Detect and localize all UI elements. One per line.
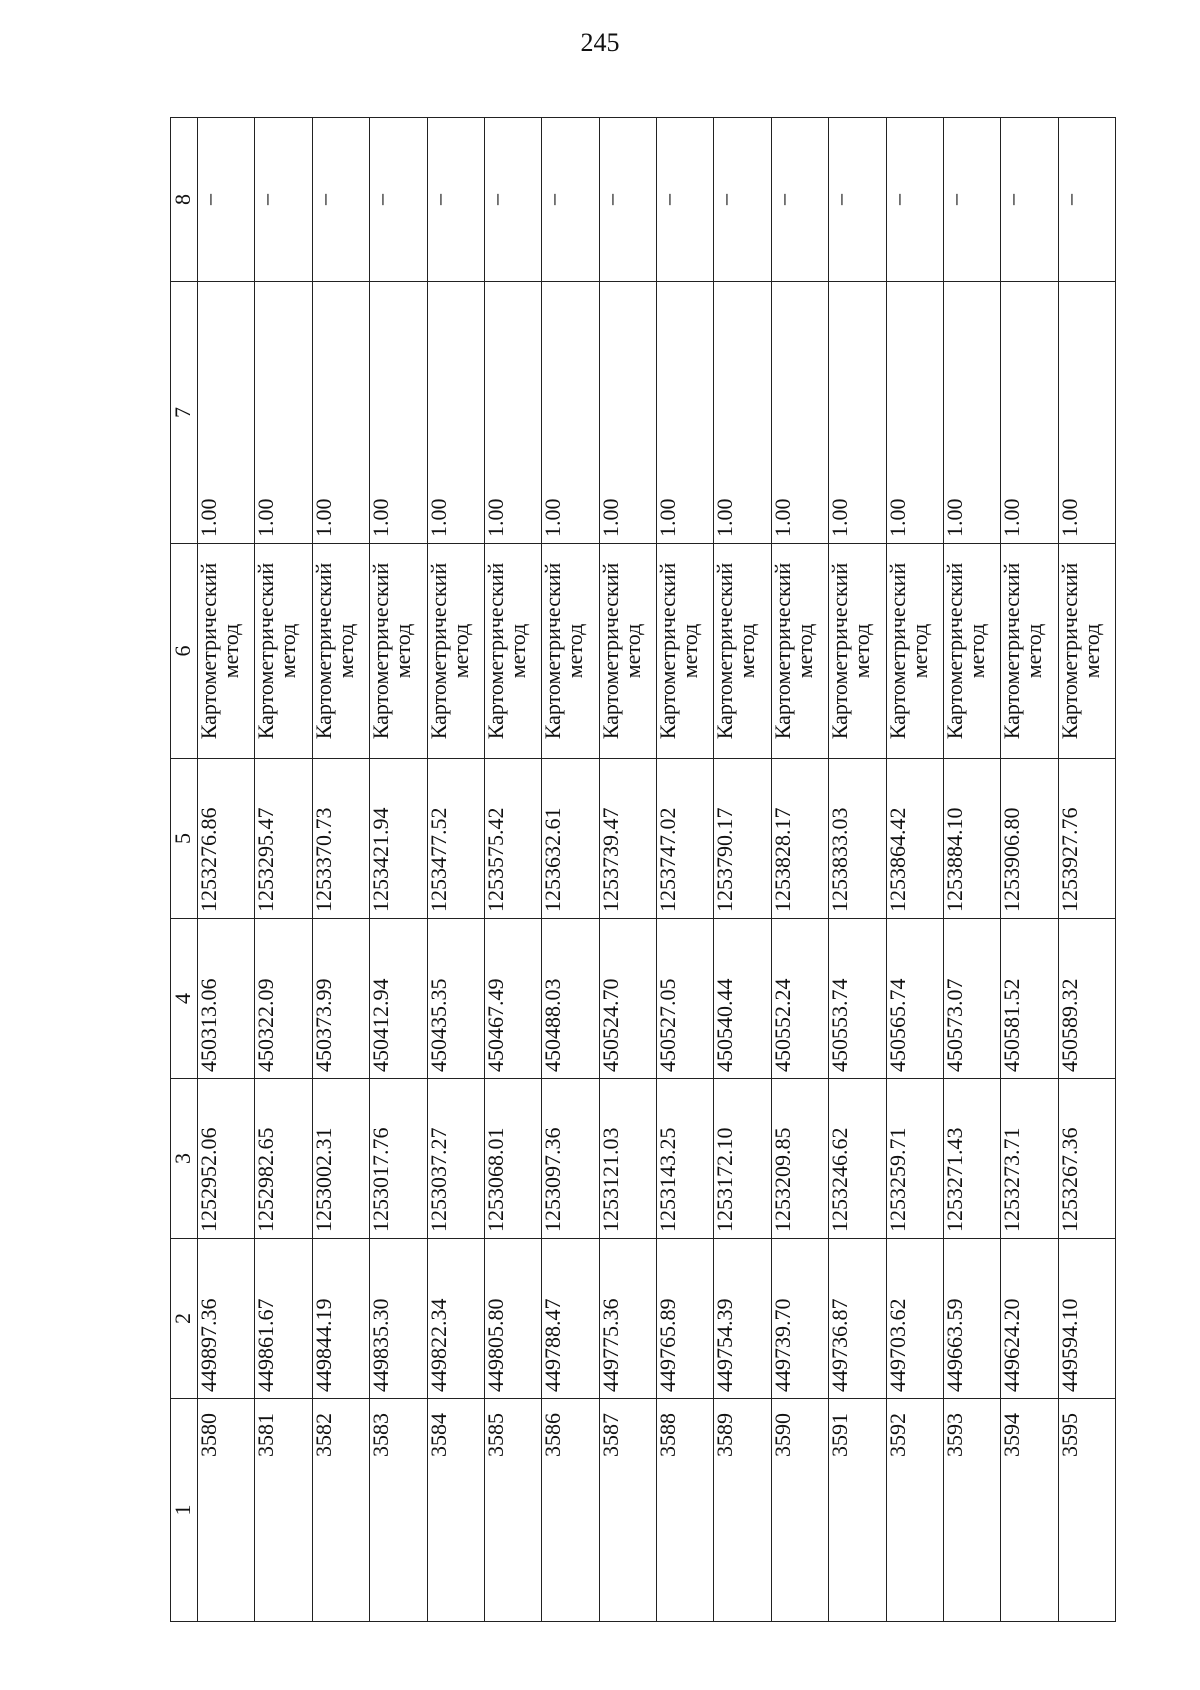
point-number-cell: 3582 — [312, 1399, 369, 1622]
coordinate-cell: 1253790.17 — [714, 759, 771, 919]
method-line-1: Картометрический — [884, 562, 910, 740]
coordinate-cell: 450581.52 — [1001, 919, 1058, 1079]
precision-cell: 1.00 — [198, 282, 255, 544]
coordinate-cell: 1253477.52 — [427, 759, 484, 919]
point-number-cell: 3586 — [542, 1399, 599, 1622]
coordinate-cell: 450313.06 — [198, 919, 255, 1079]
table-row — [427, 118, 484, 1622]
coordinate-cell: 1253833.03 — [829, 759, 886, 919]
note-cell: – — [542, 118, 599, 282]
method-line-1: Картометрический — [482, 562, 508, 740]
method-cell — [943, 544, 1000, 759]
method-line-2: метод — [849, 623, 875, 679]
precision-cell: 1.00 — [771, 282, 828, 544]
point-number-cell: 3588 — [657, 1399, 714, 1622]
coordinate-cell: 1253259.71 — [886, 1079, 943, 1239]
method-line-2: метод — [734, 623, 760, 679]
method-cell — [599, 544, 656, 759]
coordinate-cell: 449788.47 — [542, 1239, 599, 1399]
coordinate-cell: 449754.39 — [714, 1239, 771, 1399]
coordinate-cell: 1252982.65 — [255, 1079, 312, 1239]
note-cell: – — [370, 118, 427, 282]
coordinate-cell: 449594.10 — [1058, 1239, 1115, 1399]
coordinate-cell: 449624.20 — [1001, 1239, 1058, 1399]
method-cell — [427, 544, 484, 759]
point-number-cell: 3587 — [599, 1399, 656, 1622]
coordinates-table — [170, 117, 1116, 1622]
coordinate-cell: 1253632.61 — [542, 759, 599, 919]
method-line-2: метод — [332, 623, 358, 679]
table-row — [542, 118, 599, 1622]
method-cell — [370, 544, 427, 759]
point-number-cell: 3595 — [1058, 1399, 1115, 1622]
coordinate-cell: 449736.87 — [829, 1239, 886, 1399]
method-line-2: метод — [1021, 623, 1047, 679]
coordinate-cell: 450552.24 — [771, 919, 828, 1079]
coordinate-cell: 449765.89 — [657, 1239, 714, 1399]
method-line-1: Картометрический — [712, 562, 738, 740]
header-cell: 8 — [171, 118, 198, 282]
coordinate-cell: 1253906.80 — [1001, 759, 1058, 919]
table-row — [886, 118, 943, 1622]
coordinate-cell: 449663.59 — [943, 1239, 1000, 1399]
precision-cell: 1.00 — [542, 282, 599, 544]
coordinate-cell: 449805.80 — [484, 1239, 541, 1399]
method-cell — [886, 544, 943, 759]
point-number-cell: 3585 — [484, 1399, 541, 1622]
coordinate-cell: 1253267.36 — [1058, 1079, 1115, 1239]
note-cell: – — [198, 118, 255, 282]
header-cell: 2 — [171, 1239, 198, 1399]
coordinate-cell: 1253276.86 — [198, 759, 255, 919]
coordinate-cell: 1253575.42 — [484, 759, 541, 919]
coordinate-cell: 1252952.06 — [198, 1079, 255, 1239]
header-cell: 7 — [171, 282, 198, 544]
method-cell — [714, 544, 771, 759]
precision-cell: 1.00 — [886, 282, 943, 544]
precision-cell: 1.00 — [599, 282, 656, 544]
table-row — [255, 118, 312, 1622]
method-line-2: метод — [906, 623, 932, 679]
point-number-cell: 3591 — [829, 1399, 886, 1622]
note-cell: – — [484, 118, 541, 282]
coordinate-cell: 449897.36 — [198, 1239, 255, 1399]
coordinate-cell: 1253143.25 — [657, 1079, 714, 1239]
note-cell: – — [427, 118, 484, 282]
coordinate-cell: 450524.70 — [599, 919, 656, 1079]
method-line-1: Картометрический — [597, 562, 623, 740]
coordinate-cell: 1253747.02 — [657, 759, 714, 919]
method-line-1: Картометрический — [425, 562, 451, 740]
coordinate-cell: 1253037.27 — [427, 1079, 484, 1239]
method-line-1: Картометрический — [540, 562, 566, 740]
method-line-1: Картометрический — [769, 562, 795, 740]
page-number: 245 — [580, 28, 620, 57]
method-line-2: метод — [963, 623, 989, 679]
note-cell: – — [829, 118, 886, 282]
method-line-1: Картометрический — [253, 562, 279, 740]
coordinate-cell: 1253295.47 — [255, 759, 312, 919]
method-cell — [1001, 544, 1058, 759]
method-line-2: метод — [677, 623, 702, 679]
precision-cell: 1.00 — [1001, 282, 1058, 544]
table-row — [943, 118, 1000, 1622]
coordinate-cell: 1253271.43 — [943, 1079, 1000, 1239]
method-line-1: Картометрический — [655, 562, 680, 740]
method-line-2: метод — [504, 623, 530, 679]
coordinate-cell: 449703.62 — [886, 1239, 943, 1399]
coordinate-cell: 449739.70 — [771, 1239, 828, 1399]
note-cell: – — [1058, 118, 1115, 282]
method-cell — [829, 544, 886, 759]
coordinate-cell: 1253370.73 — [312, 759, 369, 919]
coordinate-cell: 1253172.10 — [714, 1079, 771, 1239]
coordinate-cell: 449775.36 — [599, 1239, 656, 1399]
precision-cell: 1.00 — [255, 282, 312, 544]
header-cell: 5 — [171, 759, 198, 919]
method-line-2: метод — [390, 623, 416, 679]
coordinate-cell: 450488.03 — [542, 919, 599, 1079]
table-row — [657, 118, 714, 1622]
note-cell: – — [943, 118, 1000, 282]
precision-cell: 1.00 — [1058, 282, 1115, 544]
point-number-cell: 3592 — [886, 1399, 943, 1622]
coordinate-cell: 1253273.71 — [1001, 1079, 1058, 1239]
point-number-cell: 3594 — [1001, 1399, 1058, 1622]
coordinate-cell: 450373.99 — [312, 919, 369, 1079]
note-cell: – — [657, 118, 714, 282]
coordinate-cell: 1253068.01 — [484, 1079, 541, 1239]
coordinate-cell: 450322.09 — [255, 919, 312, 1079]
point-number-cell: 3581 — [255, 1399, 312, 1622]
precision-cell: 1.00 — [657, 282, 714, 544]
coordinate-cell: 450589.32 — [1058, 919, 1115, 1079]
precision-cell: 1.00 — [943, 282, 1000, 544]
coordinate-cell: 1253828.17 — [771, 759, 828, 919]
coordinate-cell: 450573.07 — [943, 919, 1000, 1079]
precision-cell: 1.00 — [370, 282, 427, 544]
table-row — [484, 118, 541, 1622]
note-cell: – — [714, 118, 771, 282]
precision-cell: 1.00 — [427, 282, 484, 544]
point-number-cell: 3590 — [771, 1399, 828, 1622]
point-number-cell: 3580 — [198, 1399, 255, 1622]
table-row — [198, 118, 255, 1622]
note-cell: – — [255, 118, 312, 282]
precision-cell: 1.00 — [484, 282, 541, 544]
point-number-cell: 3593 — [943, 1399, 1000, 1622]
table-row — [370, 118, 427, 1622]
coordinate-cell: 1253927.76 — [1058, 759, 1115, 919]
method-line-1: Картометрический — [368, 562, 394, 740]
point-number-cell: 3589 — [714, 1399, 771, 1622]
method-line-1: Картометрический — [310, 562, 336, 740]
method-line-1: Картометрический — [999, 562, 1025, 740]
table-row — [714, 118, 771, 1622]
coordinate-cell: 1253002.31 — [312, 1079, 369, 1239]
method-line-2: метод — [218, 623, 243, 679]
coordinate-cell: 450553.74 — [829, 919, 886, 1079]
coordinate-cell: 1253421.94 — [370, 759, 427, 919]
coordinate-cell: 450565.74 — [886, 919, 943, 1079]
table-row — [771, 118, 828, 1622]
table-row — [312, 118, 369, 1622]
table-row — [829, 118, 886, 1622]
method-line-2: метод — [791, 623, 817, 679]
precision-cell: 1.00 — [829, 282, 886, 544]
header-cell: 1 — [171, 1399, 198, 1622]
coordinate-cell: 450435.35 — [427, 919, 484, 1079]
coordinate-cell: 1253097.36 — [542, 1079, 599, 1239]
coordinate-cell: 449835.30 — [370, 1239, 427, 1399]
coordinate-cell: 450412.94 — [370, 919, 427, 1079]
method-line-1: Картометрический — [827, 562, 853, 740]
note-cell: – — [599, 118, 656, 282]
method-cell — [1058, 544, 1115, 759]
note-cell: – — [1001, 118, 1058, 282]
method-cell — [312, 544, 369, 759]
coordinate-cell: 1253246.62 — [829, 1079, 886, 1239]
note-cell: – — [886, 118, 943, 282]
method-cell — [771, 544, 828, 759]
table-row — [1058, 118, 1115, 1622]
precision-cell: 1.00 — [312, 282, 369, 544]
coordinate-cell: 449861.67 — [255, 1239, 312, 1399]
header-cell: 4 — [171, 919, 198, 1079]
note-cell: – — [312, 118, 369, 282]
method-cell — [657, 544, 714, 759]
coordinate-cell: 449822.34 — [427, 1239, 484, 1399]
coordinate-cell: 450467.49 — [484, 919, 541, 1079]
header-cell: 3 — [171, 1079, 198, 1239]
method-line-2: метод — [562, 623, 588, 679]
table-row — [599, 118, 656, 1622]
coordinate-cell: 1253209.85 — [771, 1079, 828, 1239]
point-number-cell: 3584 — [427, 1399, 484, 1622]
method-cell — [484, 544, 541, 759]
coordinate-cell: 1253121.03 — [599, 1079, 656, 1239]
coordinates-table-wrapper — [170, 118, 1116, 1622]
coordinate-cell: 450527.05 — [657, 919, 714, 1079]
method-cell — [542, 544, 599, 759]
method-line-2: метод — [1078, 623, 1104, 679]
coordinate-cell: 450540.44 — [714, 919, 771, 1079]
method-cell — [255, 544, 312, 759]
coordinate-cell: 1253864.42 — [886, 759, 943, 919]
method-cell — [198, 544, 255, 759]
coordinate-cell: 1253884.10 — [943, 759, 1000, 919]
point-number-cell: 3583 — [370, 1399, 427, 1622]
method-line-1: Картометрический — [1056, 562, 1082, 740]
precision-cell: 1.00 — [714, 282, 771, 544]
coordinate-cell: 449844.19 — [312, 1239, 369, 1399]
method-line-2: метод — [275, 623, 301, 679]
method-line-1: Картометрический — [941, 562, 967, 740]
coordinate-cell: 1253739.47 — [599, 759, 656, 919]
method-line-2: метод — [447, 623, 473, 679]
coordinate-cell: 1253017.76 — [370, 1079, 427, 1239]
note-cell: – — [771, 118, 828, 282]
header-row — [171, 118, 198, 1622]
method-line-1: Картометрический — [196, 562, 221, 740]
method-line-2: метод — [619, 623, 645, 679]
header-cell: 6 — [171, 544, 198, 759]
table-row — [1001, 118, 1058, 1622]
